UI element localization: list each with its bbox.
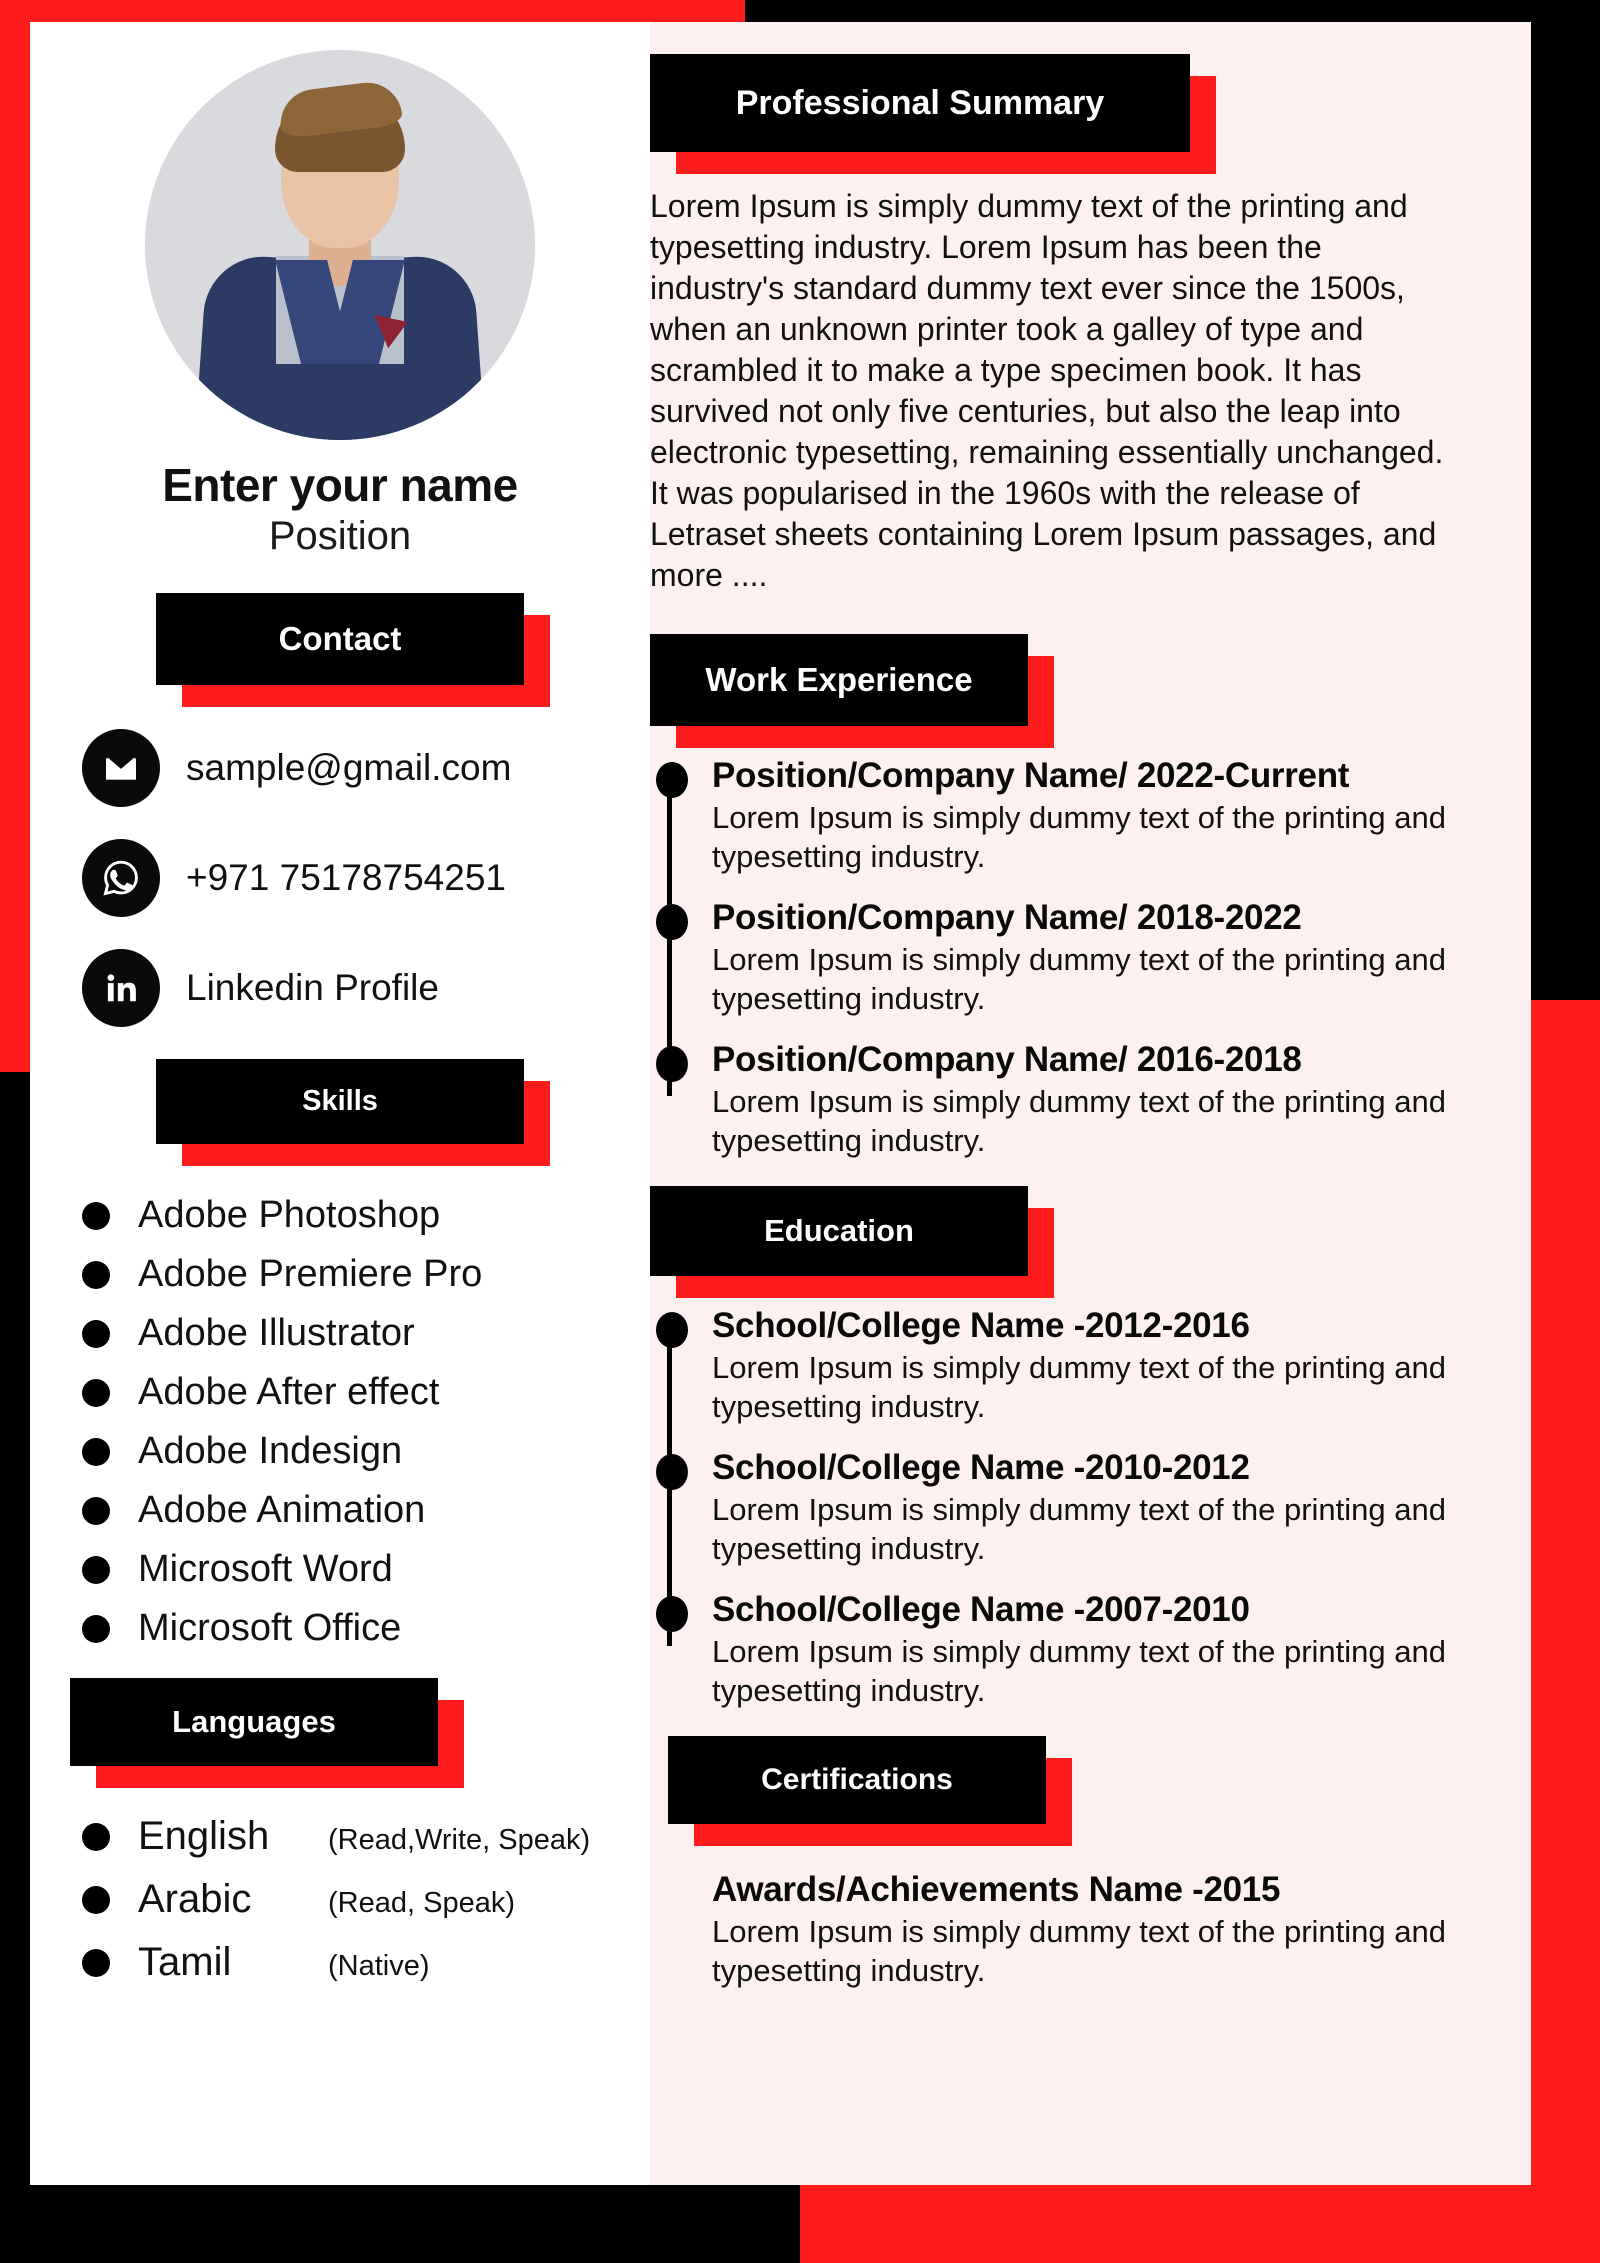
list-item (712, 756, 1471, 876)
skill-label: Adobe Premiere Pro (138, 1253, 483, 1295)
language-name: English (138, 1814, 270, 1858)
timeline-dot-icon (656, 1596, 688, 1632)
summary-text: Lorem Ipsum is simply dummy text of the printing and typesetting industry. Lorem Ipsum has been the industry's standard dummy text ever since the 1500s, when an unknown printer took a galley of type and scrambled it to make a type specimen book. It has survived not only five centuries, but also the leap into electronic typesetting, remaining essentially unchanged. It was popularised in the 1960s with the release of Letraset sheets containing Lorem Ipsum passages, and more .... (650, 188, 1444, 593)
list-item (712, 1870, 1471, 1990)
work-item-title: Position/Company Name/ 2022-Current (712, 755, 1350, 795)
certifications-section (650, 1736, 1471, 1990)
whatsapp-icon (82, 839, 160, 917)
resume-card (30, 22, 1531, 2185)
work-item-title: Position/Company Name/ 2018-2022 (712, 897, 1302, 937)
education-item-desc: Lorem Ipsum is simply dummy text of the printing and typesetting industry. (712, 1491, 1446, 1566)
timeline-dot-icon (656, 762, 688, 798)
education-section (650, 1186, 1471, 1710)
list-item (82, 1877, 650, 1922)
bullet-dot-icon (82, 1379, 110, 1407)
certifications-heading-label: Certifications (668, 1736, 1046, 1824)
frame-band-top-black (745, 0, 1600, 22)
frame-band-top-red (0, 0, 745, 22)
skill-label: Microsoft Office (138, 1607, 402, 1649)
bullet-dot-icon (82, 1202, 110, 1230)
work-item-desc: Lorem Ipsum is simply dummy text of the printing and typesetting industry. (712, 799, 1446, 874)
list-item (82, 1548, 650, 1591)
bullet-dot-icon (82, 1497, 110, 1525)
list-item (82, 1607, 650, 1650)
timeline-dot-icon (656, 904, 688, 940)
contact-phone-value: +971 75178754251 (186, 857, 506, 898)
skill-label: Adobe Animation (138, 1489, 426, 1531)
language-level: (Read,Write, Speak) (328, 1824, 591, 1856)
contact-list (30, 729, 650, 1027)
list-item (82, 1253, 650, 1296)
contact-item-phone[interactable] (82, 839, 650, 917)
list-item (712, 1448, 1471, 1568)
avatar (145, 50, 535, 440)
education-heading-label: Education (650, 1186, 1028, 1276)
skills-list (30, 1194, 650, 1650)
contact-email-value: sample@gmail.com (186, 747, 512, 788)
main-column (650, 22, 1531, 2185)
bullet-dot-icon (82, 1556, 110, 1584)
bullet-dot-icon (82, 1438, 110, 1466)
list-item (712, 898, 1471, 1018)
contact-heading-row (30, 593, 650, 685)
certifications-heading-badge (668, 1736, 1046, 1824)
education-item-title: School/College Name -2010-2012 (712, 1447, 1250, 1487)
profile-photo-wrap (30, 22, 650, 440)
summary-heading-label: Professional Summary (650, 54, 1190, 152)
language-name: Arabic (138, 1877, 252, 1921)
skills-heading-label: Skills (156, 1059, 524, 1144)
frame-band-bottom-black (0, 2185, 800, 2263)
skill-label: Adobe Indesign (138, 1430, 403, 1472)
list-item (82, 1371, 650, 1414)
contact-item-linkedin[interactable] (82, 949, 650, 1027)
list-item (82, 1194, 650, 1237)
timeline-dot-icon (656, 1046, 688, 1082)
education-heading-badge (650, 1186, 1028, 1276)
summary-heading-badge (650, 54, 1190, 152)
timeline-dot-icon (656, 1312, 688, 1348)
list-item (712, 1306, 1471, 1426)
bullet-dot-icon (82, 1320, 110, 1348)
language-level: (Read, Speak) (328, 1887, 515, 1919)
linkedin-icon (82, 949, 160, 1027)
bullet-dot-icon (82, 1886, 110, 1914)
frame-band-left-black (0, 1072, 30, 2263)
work-heading-badge (650, 634, 1028, 726)
education-item-desc: Lorem Ipsum is simply dummy text of the printing and typesetting industry. (712, 1349, 1446, 1424)
education-item-desc: Lorem Ipsum is simply dummy text of the printing and typesetting industry. (712, 1634, 1446, 1709)
languages-list (30, 1814, 650, 1985)
timeline-dot-icon (656, 1454, 688, 1490)
work-section (650, 634, 1471, 1160)
work-heading-label: Work Experience (650, 634, 1028, 726)
languages-heading-label: Languages (70, 1678, 438, 1766)
skill-label: Microsoft Word (138, 1548, 393, 1590)
skill-label: Adobe After effect (138, 1371, 440, 1413)
certification-item-title: Awards/Achievements Name -2015 (712, 1870, 1281, 1910)
certifications-list (650, 1870, 1471, 1990)
certification-item-desc: Lorem Ipsum is simply dummy text of the printing and typesetting industry. (712, 1914, 1446, 1989)
work-item-desc: Lorem Ipsum is simply dummy text of the printing and typesetting industry. (712, 1083, 1446, 1158)
profile-position: Position (268, 514, 412, 558)
contact-heading-label: Contact (156, 593, 524, 685)
bullet-dot-icon (82, 1949, 110, 1977)
frame-band-right-black (1531, 0, 1600, 1000)
list-item (82, 1940, 650, 1985)
work-item-desc: Lorem Ipsum is simply dummy text of the printing and typesetting industry. (712, 941, 1446, 1016)
work-timeline (650, 756, 1471, 1160)
list-item (712, 1040, 1471, 1160)
bullet-dot-icon (82, 1615, 110, 1643)
contact-linkedin-value: Linkedin Profile (186, 967, 439, 1008)
list-item (82, 1814, 650, 1859)
languages-heading-badge (70, 1678, 438, 1766)
summary-section (650, 22, 1471, 596)
contact-heading-badge (156, 593, 524, 685)
list-item (712, 1590, 1471, 1710)
education-item-title: School/College Name -2007-2010 (712, 1590, 1250, 1629)
frame-band-right-red (1531, 1000, 1600, 2263)
bullet-dot-icon (82, 1823, 110, 1851)
sidebar-column (30, 22, 650, 2185)
skills-heading-row (30, 1059, 650, 1144)
education-timeline (650, 1306, 1471, 1710)
list-item (82, 1489, 650, 1532)
language-level: (Native) (328, 1950, 430, 1982)
education-item-title: School/College Name -2012-2016 (712, 1305, 1250, 1345)
frame-band-bottom-red (800, 2185, 1600, 2263)
portrait-arms (206, 364, 474, 440)
frame-band-left-red (0, 0, 30, 1072)
work-item-title: Position/Company Name/ 2016-2018 (712, 1039, 1302, 1079)
envelope-icon (82, 729, 160, 807)
languages-heading-row (30, 1678, 650, 1766)
language-name: Tamil (138, 1940, 232, 1984)
list-item (82, 1312, 650, 1355)
list-item (82, 1430, 650, 1473)
bullet-dot-icon (82, 1261, 110, 1289)
page-title: Enter your name (162, 459, 518, 511)
skill-label: Adobe Photoshop (138, 1194, 441, 1236)
skills-heading-badge (156, 1059, 524, 1144)
contact-item-email[interactable] (82, 729, 650, 807)
skill-label: Adobe Illustrator (138, 1312, 415, 1354)
